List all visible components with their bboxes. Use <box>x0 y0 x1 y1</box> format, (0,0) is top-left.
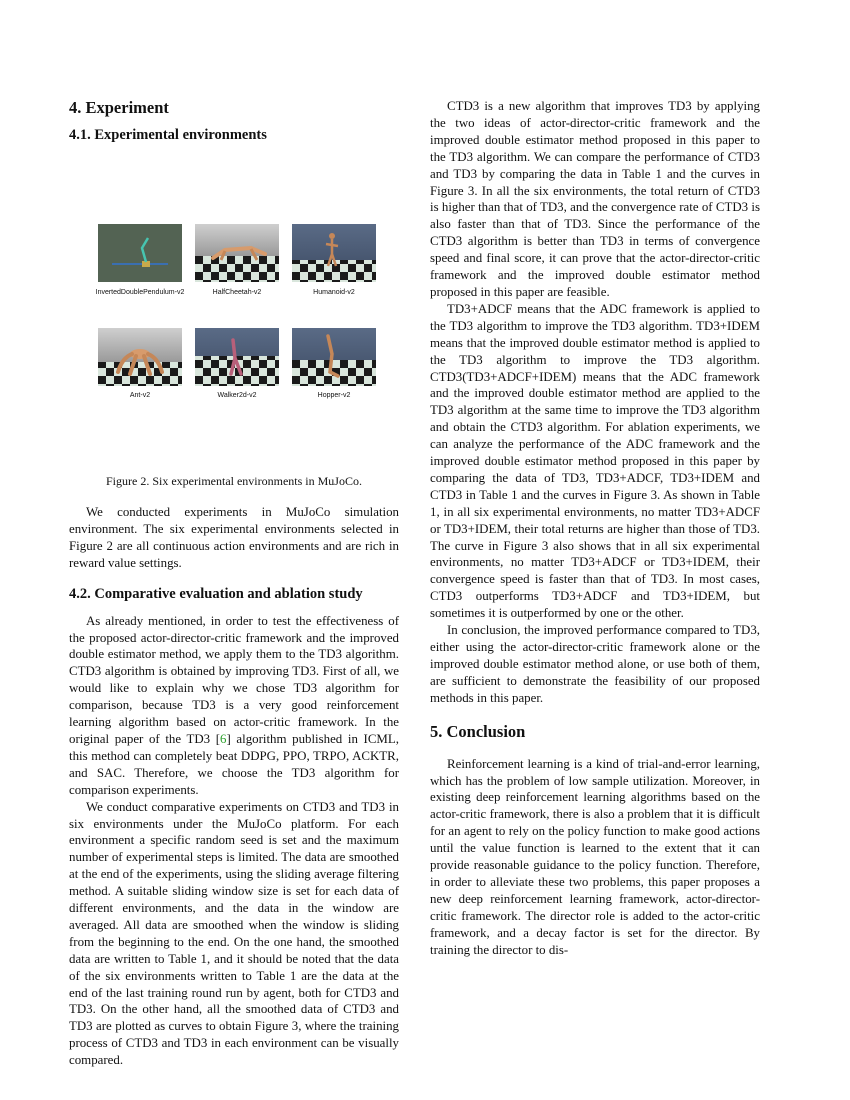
env-label-half-cheetah: HalfCheetah-v2 <box>212 289 262 296</box>
env-label-inverted-double-pendulum: InvertedDoublePendulum-v2 <box>95 289 185 296</box>
humanoid-image <box>292 224 376 282</box>
env-label-ant: Ant-v2 <box>129 392 151 399</box>
subsection-heading-environments: 4.1. Experimental environments <box>69 127 267 143</box>
paragraph-ablation: TD3+ADCF means that the ADC framework is applied to the TD3 algorithm to improve the TD3 algorithm. TD3+IDEM means that the improved double estimator method is applied to the TD3 algorithm to improve the TD3 algorithm. CTD3(TD3+ADCF+IDEM) means that the ADC framework and the improved double estimator method are applied to the TD3 algorithm at the same time to improve the TD3 algorithm and obtain the CTD3 algorithm. For ablation experiments, we can analyze the performance of the ADC framework and the improved double estimator method proposed in this paper by comparing the data of TD3, TD3+ADCF, TD3+IDEM and CTD3 in Table 1 and the curves in Figure 3. As shown in Table 1, in all six experimental environments, no matter TD3+ADCF or TD3+IDEM, their total returns are higher than those of TD3. The curve in Figure 3 also shows that in all six experimental environments, no matter TD3+ADCF or TD3+IDEM, their convergence speed is faster than that of TD3. In most cases, CTD3 outperforms TD3+ADCF and TD3+IDEM, but sometimes it is outperformed by one or the other. <box>430 301 760 621</box>
section-heading-experiment: 4. Experiment <box>69 98 169 117</box>
subsection-heading-comparative: 4.2. Comparative evaluation and ablation study <box>69 585 363 602</box>
env-label-walker2d: Walker2d-v2 <box>217 392 257 399</box>
citation-link[interactable]: 6 <box>220 731 227 746</box>
right-column <box>430 98 760 959</box>
paragraph-conclusion-of-results: In conclusion, the improved performance compared to TD3, either using the actor-director-critic framework alone or the improved double estimator method alone, or use both of them, are sufficient to demonstrate the feasibility of our proposed methods in this paper. <box>430 623 760 705</box>
figure-2 <box>69 180 399 488</box>
paragraph-environments: We conducted experiments in MuJoCo simulation environment. The six experimental environments selected in Figure 2 are all continuous action environments and are rich in reward value settings. <box>69 505 399 570</box>
paragraph-comparative-1: As already mentioned, in order to test the effectiveness of the proposed actor-director-critic framework and the improved double estimator method, we apply them to the TD3 algorithm. CTD3 algorithm is obtained by improving TD3. First of all, we would like to explain why we chose TD3 algorithm for comparison, because TD3 is a very good reinforcement learning algorithm based on actor-critic framework. In the original paper of the TD3 [6] algorithm published in ICML, this method can completely beat DDPG, PPO, TRPO, ACKTR, and SAC. Therefore, we choose the TD3 algorithm for comparison experiments. <box>69 613 399 797</box>
figure-2-caption: Figure 2. Six experimental environments in MuJoCo. <box>106 474 362 488</box>
left-column <box>69 98 399 1069</box>
paragraph-conclusion: Reinforcement learning is a kind of trial-and-error learning, which has the problem of low sample utilization. Moreover, in existing deep reinforcement learning algorithms based on the actor-critic framework, there is also a problem that it is difficult for an agent to rely on the policy function to make good actions until the value function is learned to the extent that it can provide reasonable guidance to the policy function. Therefore, in order to alleviate these two problems, this paper proposes a new deep reinforcement learning framework, actor-director-critic framework. The director role is added to the actor-critic framework, and a decay factor is set for the director. By training the director to dis- <box>430 756 760 957</box>
half-cheetah-image <box>195 224 279 282</box>
paragraph-ctd3: CTD3 is a new algorithm that improves TD3 by applying the two ideas of actor-director-critic framework and the improved double estimator method proposed in this paper to the TD3 algorithm. We can compare the performance of CTD3 and TD3 by comparing the data in Table 1 and the curves in Figure 3. In all the six environments, the total return of CTD3 is higher than that of TD3, and the convergence rate of CTD3 is also faster than that of TD3. Since the performance of the CTD3 algorithm is better than TD3 in terms of convergence speed and final score, it can prove that the actor-director-critic framework and the improved double estimator method proposed in this paper are feasible. <box>430 99 760 299</box>
walker2d-image <box>195 328 279 386</box>
env-label-hopper: Hopper-v2 <box>317 392 351 399</box>
hopper-image <box>292 328 376 386</box>
paragraph-comparative-2: We conduct comparative experiments on CTD3 and TD3 in six environments under the MuJoCo platform. For each environment a specific random seed is set and the maximum number of experimental steps is limited. The data are smoothed at the end of the experiments, using the sliding average filtering method. A suitable sliding window size is set for each data of different environments, and the data in the window are averaged. All data are smoothed when the window is sliding from the beginning to the end. On the one hand, the smoothed data are written to Table 1, and it should be noted that the data of the six environments written to Table 1 are the data at the end of the last training round run by agent, both for CTD3 and TD3. On the other hand, all the smoothed data of CTD3 and TD3 are plotted as curves to obtain Figure 3, where the training process of CTD3 and TD3 in each environment can be visually compared. <box>69 799 399 1068</box>
inverted-double-pendulum-image <box>98 224 182 282</box>
env-label-humanoid: Humanoid-v2 <box>313 289 355 296</box>
ant-image <box>98 328 182 386</box>
section-heading-conclusion: 5. Conclusion <box>430 721 526 741</box>
